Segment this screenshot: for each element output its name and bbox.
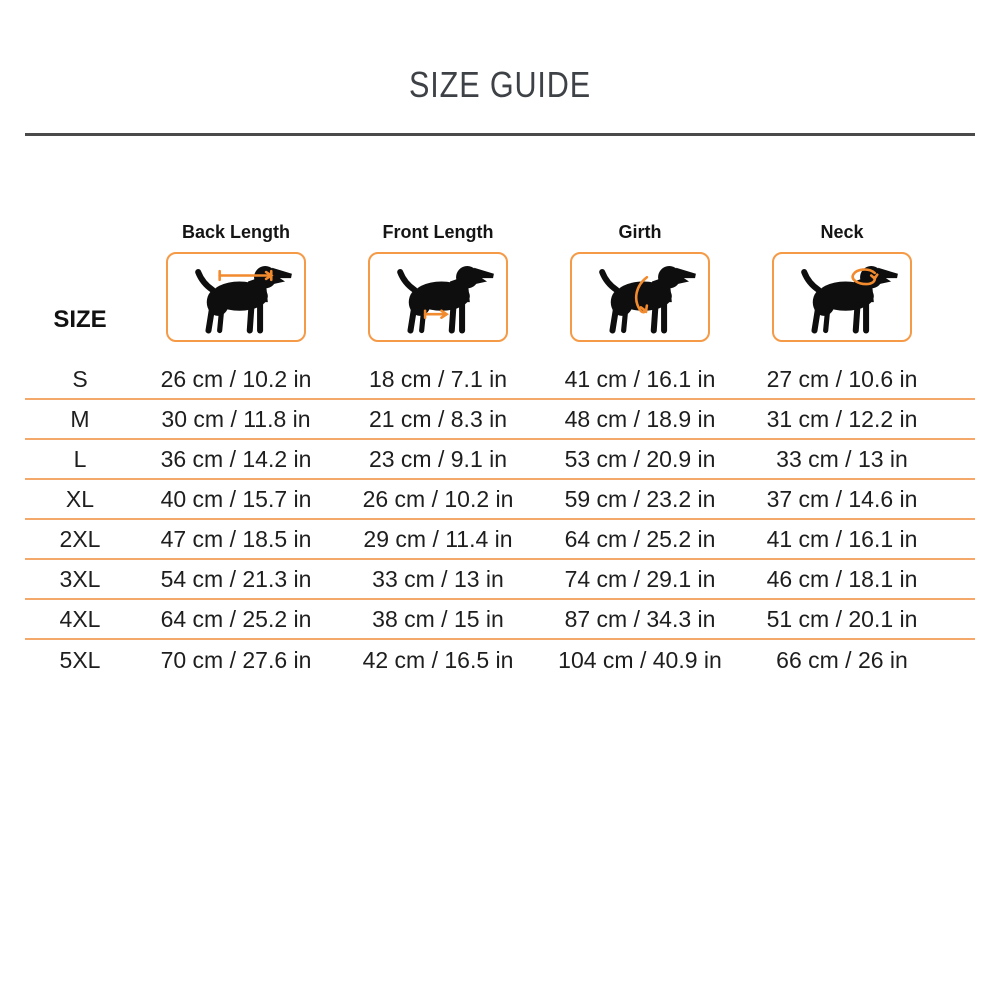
back-length-cell: 30 cm / 11.8 in	[161, 405, 311, 432]
back-length-cell: 26 cm / 10.2 in	[160, 365, 312, 392]
girth-cell: 48 cm / 18.9 in	[564, 405, 716, 432]
size-cell: 3XL	[59, 565, 101, 592]
front-length-cell: 26 cm / 10.2 in	[362, 485, 514, 512]
title-divider	[25, 133, 975, 136]
dog-back-length-icon	[166, 252, 306, 342]
column-label: Girth	[618, 222, 662, 242]
size-cell: 2XL	[59, 525, 101, 552]
front-length-cell: 38 cm / 15 in	[372, 605, 504, 632]
neck-cell: 37 cm / 14.6 in	[766, 485, 918, 512]
front-length-cell: 18 cm / 7.1 in	[368, 365, 508, 392]
front-length-cell: 21 cm / 8.3 in	[368, 405, 508, 432]
dog-front-length-icon	[368, 252, 508, 342]
neck-cell: 27 cm / 10.6 in	[766, 365, 918, 392]
neck-cell: 33 cm / 13 in	[776, 445, 908, 472]
table-header-row	[25, 222, 975, 342]
column-header-neck	[741, 222, 943, 342]
back-length-cell: 47 cm / 18.5 in	[160, 525, 312, 552]
front-length-cell: 23 cm / 9.1 in	[368, 445, 508, 472]
front-length-cell: 29 cm / 11.4 in	[363, 525, 513, 552]
back-length-cell: 36 cm / 14.2 in	[160, 445, 312, 472]
size-cell: XL	[65, 485, 95, 512]
neck-cell: 46 cm / 18.1 in	[766, 565, 918, 592]
size-cell: L	[73, 445, 87, 472]
size-column-header: SIZE	[53, 306, 107, 333]
neck-cell: 66 cm / 26 in	[776, 646, 908, 673]
column-label: Neck	[820, 222, 864, 242]
size-cell: M	[70, 405, 90, 432]
table-row	[25, 400, 975, 440]
girth-cell: 59 cm / 23.2 in	[564, 485, 716, 512]
column-label: Front Length	[382, 222, 494, 242]
neck-cell: 51 cm / 20.1 in	[766, 605, 918, 632]
front-length-cell: 42 cm / 16.5 in	[362, 646, 514, 673]
size-cell: S	[72, 365, 88, 392]
back-length-cell: 54 cm / 21.3 in	[160, 565, 312, 592]
girth-cell: 41 cm / 16.1 in	[564, 365, 716, 392]
table-row	[25, 440, 975, 480]
girth-cell: 87 cm / 34.3 in	[564, 605, 716, 632]
table-row	[25, 360, 975, 400]
size-cell: 5XL	[59, 646, 101, 673]
girth-cell: 64 cm / 25.2 in	[564, 525, 716, 552]
front-length-cell: 33 cm / 13 in	[372, 565, 504, 592]
table-body	[25, 360, 975, 680]
back-length-cell: 64 cm / 25.2 in	[160, 605, 312, 632]
girth-cell: 53 cm / 20.9 in	[564, 445, 716, 472]
column-header-back-length	[135, 222, 337, 342]
page-title: SIZE GUIDE	[409, 64, 591, 105]
neck-cell: 31 cm / 12.2 in	[766, 405, 918, 432]
girth-cell: 74 cm / 29.1 in	[564, 565, 716, 592]
size-cell: 4XL	[59, 605, 101, 632]
neck-cell: 41 cm / 16.1 in	[766, 525, 918, 552]
table-row	[25, 600, 975, 640]
column-label: Back Length	[181, 222, 291, 242]
back-length-cell: 40 cm / 15.7 in	[160, 485, 312, 512]
column-header-girth	[539, 222, 741, 342]
dog-girth-icon	[570, 252, 710, 342]
table-row	[25, 560, 975, 600]
girth-cell: 104 cm / 40.9 in	[558, 646, 722, 673]
table-row	[25, 640, 975, 680]
back-length-cell: 70 cm / 27.6 in	[160, 646, 312, 673]
size-table	[25, 222, 975, 680]
column-header-front-length	[337, 222, 539, 342]
table-row	[25, 480, 975, 520]
table-row	[25, 520, 975, 560]
dog-neck-icon	[772, 252, 912, 342]
